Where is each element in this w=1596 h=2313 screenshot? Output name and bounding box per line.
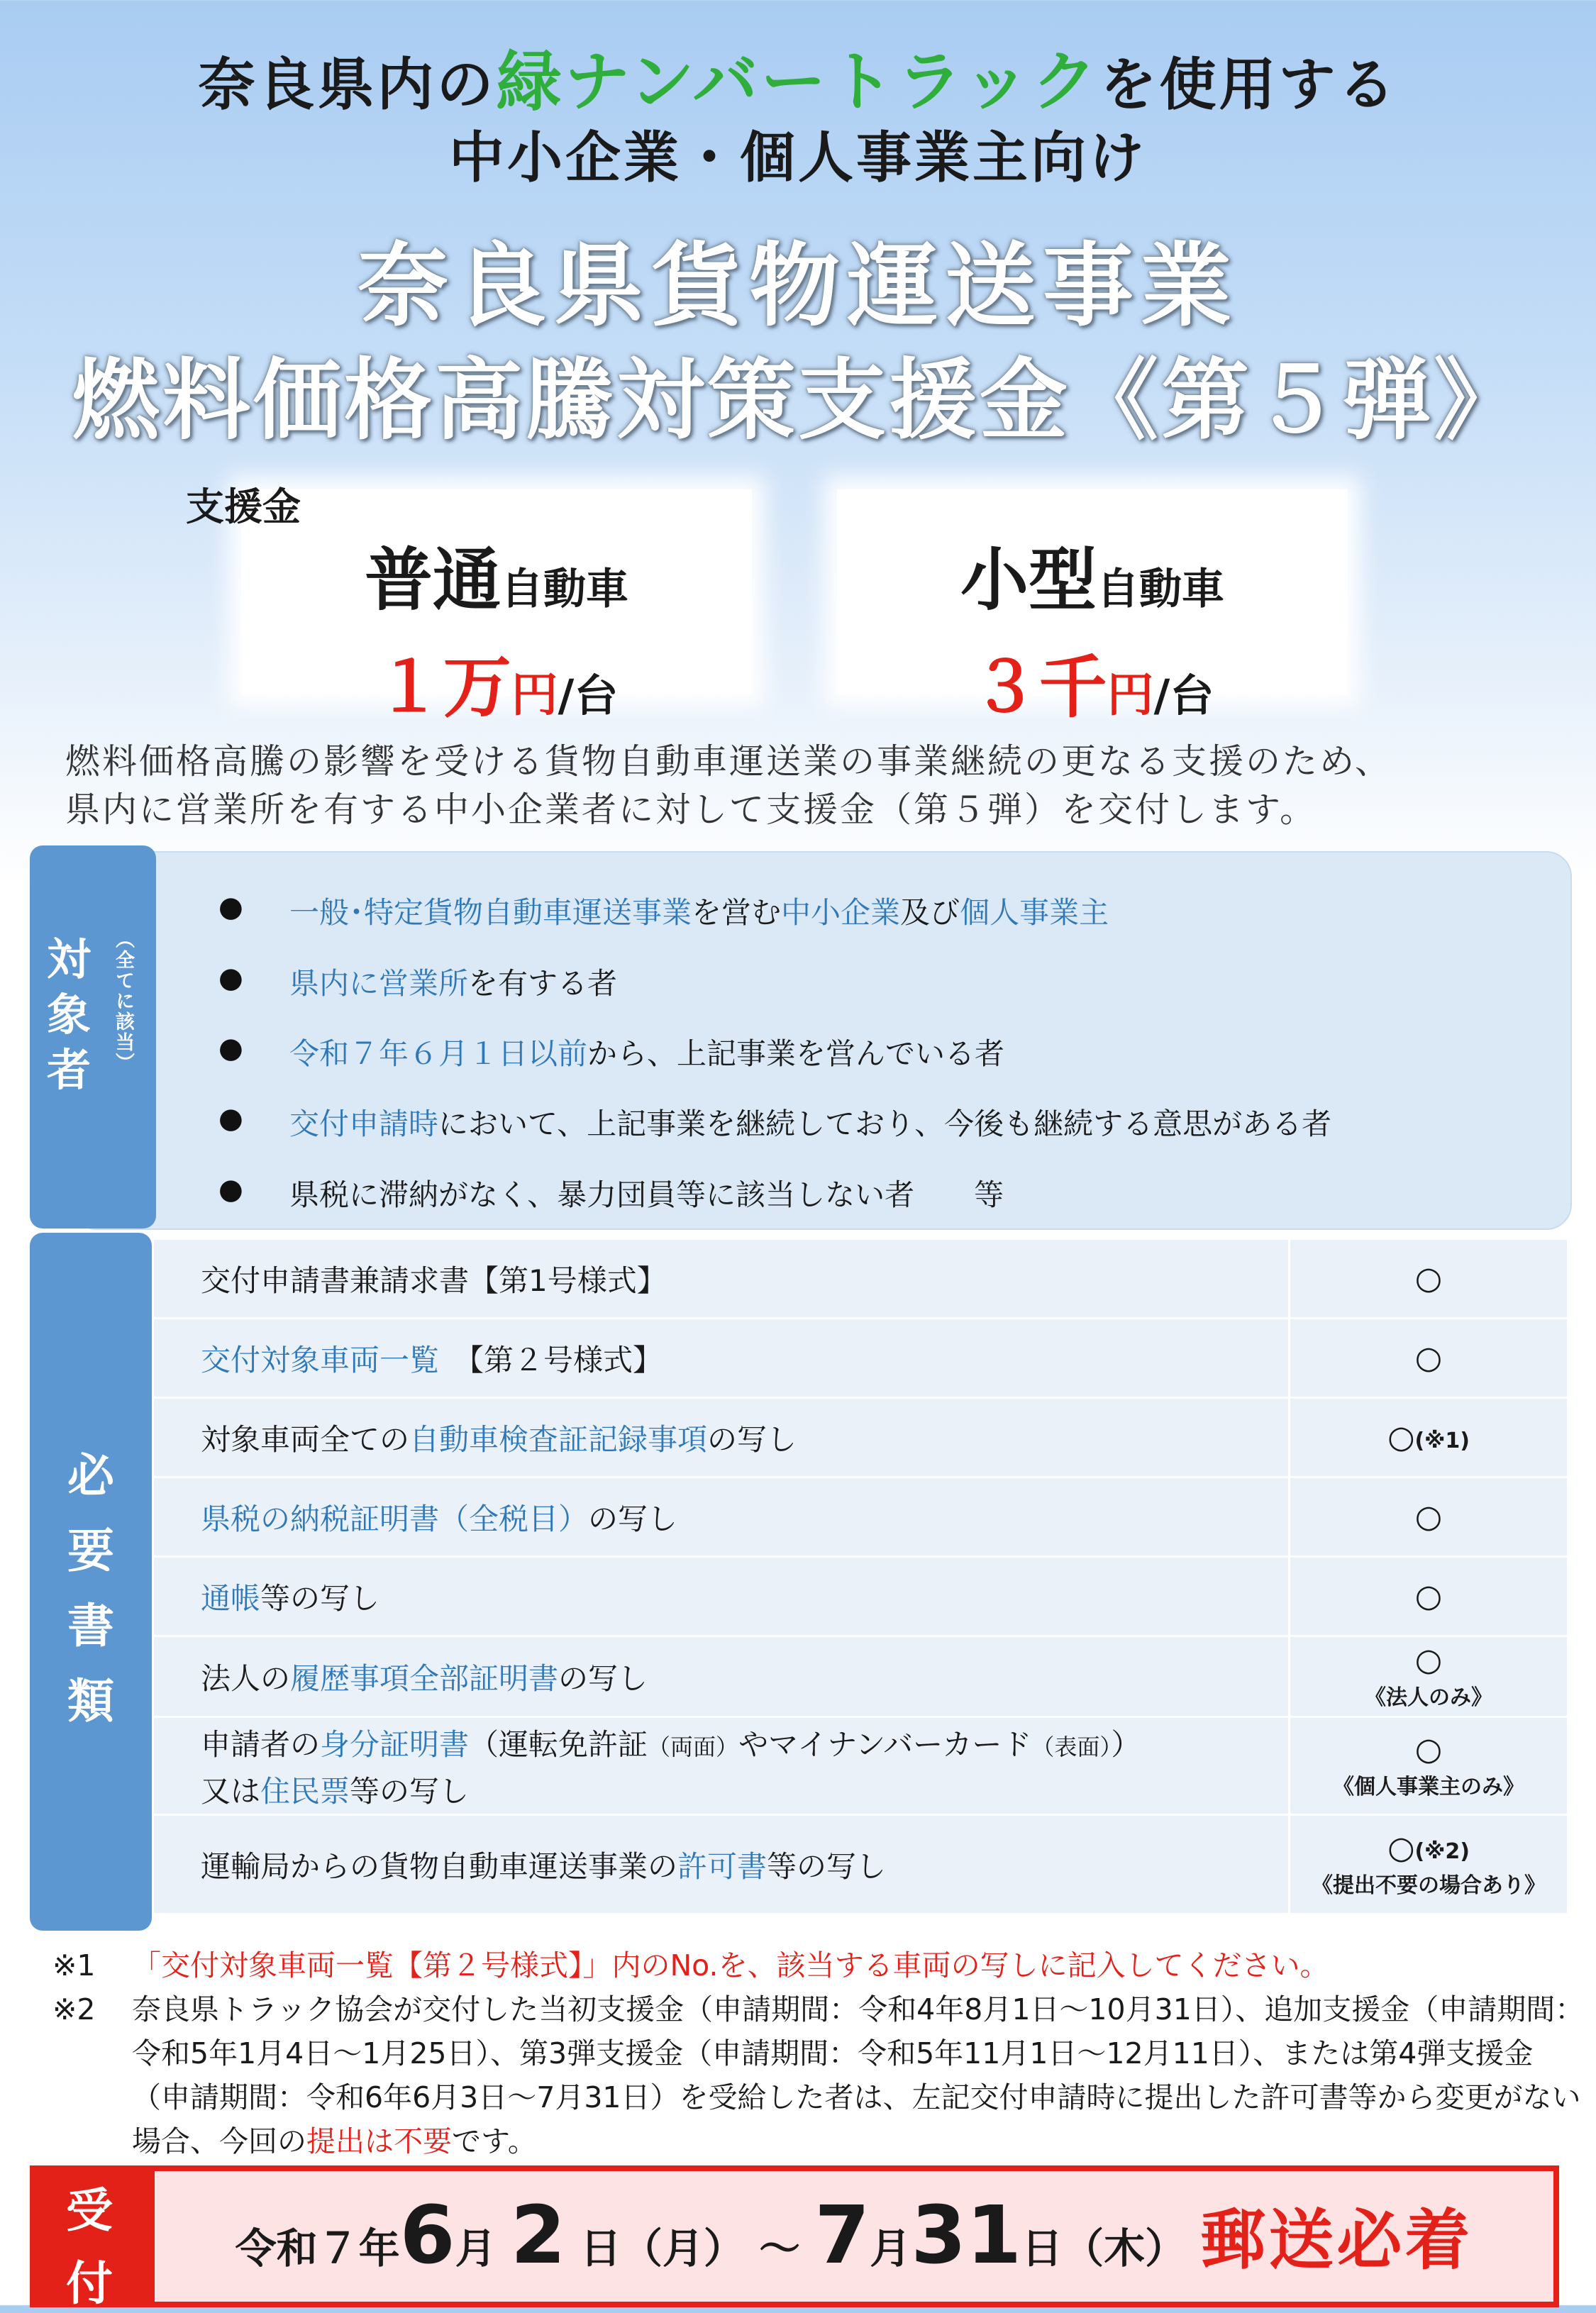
text-segment: ） xyxy=(1111,1726,1141,1762)
required-mark xyxy=(1290,1557,1568,1636)
text-segment: （両面） xyxy=(648,1733,739,1760)
text-segment: 申請者の xyxy=(201,1726,321,1762)
required-mark xyxy=(1290,1239,1568,1319)
subtitle-line1: 奈良県内の緑ナンバートラックを使用する xyxy=(198,44,1398,120)
circle-icon: ○ xyxy=(1414,1642,1443,1678)
note-mark: ※1 xyxy=(52,1948,96,1982)
document-name xyxy=(153,1239,1290,1319)
text-segment: （表面） xyxy=(1031,1733,1112,1760)
page-title-line2: 燃料価格高騰対策支援金《第５弾》 xyxy=(71,349,1524,452)
text-segment: 【第２号様式】 xyxy=(439,1342,663,1377)
text-segment: 令和７年６月１日以前 xyxy=(289,1036,588,1071)
text-segment: （運転免許証 xyxy=(469,1726,648,1762)
document-name xyxy=(153,1636,1290,1717)
text-segment: 又は xyxy=(201,1773,261,1809)
subtitle-line2: 中小企業・個人事業主向け xyxy=(448,126,1147,190)
text-segment: 個人事業主 xyxy=(960,895,1109,930)
circle-icon: ○ xyxy=(1414,1499,1443,1535)
documents-side-label: 必 要 書 類 xyxy=(30,1233,152,1931)
required-mark xyxy=(1290,1717,1568,1815)
text-segment: やマイナンバーカード xyxy=(738,1726,1032,1762)
document-row xyxy=(153,1319,1568,1398)
text-segment: 等の写し xyxy=(350,1773,470,1809)
text-segment: 令和７年 xyxy=(235,2224,400,2273)
text-segment: から、上記事業を営んでいる者 xyxy=(587,1036,1005,1071)
text-segment: 対象車両全ての xyxy=(201,1421,410,1457)
text-segment: 県税に滞納がなく、暴力団員等に該当しない者 等 xyxy=(289,1177,1004,1212)
document-name xyxy=(153,1477,1290,1557)
circle-icon: ○ xyxy=(1414,1578,1443,1614)
text-segment: 31 xyxy=(911,2190,1022,2282)
note-mark: ※2 xyxy=(52,1992,96,2026)
required-mark: ○(※2) 《提出不要の場合あり》 xyxy=(1290,1815,1568,1914)
document-row xyxy=(153,1239,1568,1319)
circle-icon: ○ xyxy=(1387,1419,1415,1455)
documents-table xyxy=(152,1238,1569,1915)
document-name xyxy=(153,1398,1290,1477)
text-segment: を有する者 xyxy=(468,966,618,1001)
note-text xyxy=(132,1987,1586,2163)
text-segment: 通帳 xyxy=(201,1580,261,1616)
text-segment: 法人の xyxy=(201,1660,291,1696)
document-row xyxy=(153,1557,1568,1636)
text-segment: 月 xyxy=(870,2224,911,2273)
text-segment: 自動車検査証記録事項 xyxy=(409,1421,708,1457)
amount-box-regular: 普通自動車 １万円/台 xyxy=(241,489,752,695)
document-row xyxy=(153,1815,1568,1914)
text-segment: 交付申請書兼請求書【第1号様式】 xyxy=(201,1263,667,1298)
text-segment: 運輸局からの貨物自動車運送事業の xyxy=(201,1848,678,1884)
text-segment: 日（月） ～ xyxy=(565,2224,815,2273)
required-mark: ○(※1) xyxy=(1290,1398,1568,1477)
mark-condition: 《法人のみ》 xyxy=(1365,1685,1492,1710)
text-segment: 中小企業 xyxy=(781,895,901,930)
text-segment: 及び xyxy=(900,895,960,930)
text-segment: の写し xyxy=(558,1660,648,1696)
mark-condition: 《提出不要の場合あり》 xyxy=(1312,1873,1546,1898)
text-segment: 奈良県トラック協会が交付した当初支援金（申請期間：令和4年8月1日～10月31日）、追加支援金（申請期間：令和5年1月4日～1月25日）、第3弾支援金（申請期間：令和5年11月1日～12月11日）、または第4弾支援金（申請期間：令和6年6月3日～7月31日）を受給した者は、左記交付申請時に提出した許可書等から変更がない場合、今回の xyxy=(132,1992,1585,2158)
text-segment: を営む xyxy=(692,895,782,930)
amount-label: 支援金 xyxy=(186,484,301,529)
text-segment: 日（木） xyxy=(1021,2224,1201,2273)
text-segment: 等の写し xyxy=(767,1848,887,1884)
target-side-label: 対 象 者 （全てに該当） xyxy=(30,845,156,1228)
text-segment: の写し xyxy=(707,1421,797,1457)
document-name xyxy=(153,1717,1290,1815)
text-segment: において、上記事業を継続しており、今後も継続する意思がある者 xyxy=(438,1106,1332,1141)
text-segment: です。 xyxy=(452,2124,537,2158)
circle-icon: ○ xyxy=(1414,1340,1443,1376)
text-segment: 一般･特定貨物自動車運送事業 xyxy=(289,895,692,930)
document-name xyxy=(153,1319,1290,1398)
text-segment: 交付申請時 xyxy=(289,1106,439,1141)
text-segment: 郵送必着 xyxy=(1200,2202,1473,2278)
document-name xyxy=(153,1557,1290,1636)
text-segment: 履歴事項全部証明書 xyxy=(290,1660,559,1696)
bullet-icon: ● xyxy=(218,1173,243,1206)
page-title: 奈良県貨物運送事業 xyxy=(357,233,1238,339)
required-mark xyxy=(1290,1477,1568,1557)
bullet-icon: ● xyxy=(218,1102,243,1135)
text-segment: 住民票 xyxy=(260,1773,350,1809)
document-name xyxy=(153,1815,1290,1914)
amount-box-small: 小型自動車 ３千円/台 xyxy=(837,489,1348,695)
text-segment: 7 xyxy=(814,2190,870,2282)
document-row xyxy=(153,1477,1568,1557)
text-segment: 「交付対象車両一覧【第２号様式】」内のNo.を、該当する車両の写しに記入してください。 xyxy=(132,1948,1329,1982)
text-segment: 身分証明書 xyxy=(320,1726,470,1762)
bullet-icon: ● xyxy=(218,891,243,923)
note-text xyxy=(132,1943,1586,1987)
text-segment: 6 xyxy=(399,2190,455,2282)
text-segment: 県内に営業所 xyxy=(289,966,469,1001)
circle-icon: ○ xyxy=(1414,1731,1443,1768)
mark-condition: 《個人事業主のみ》 xyxy=(1333,1775,1524,1799)
text-segment: 2 xyxy=(510,2190,566,2282)
document-row xyxy=(153,1717,1568,1815)
text-segment: 県税の納税証明書（全税目） xyxy=(201,1501,589,1536)
document-row xyxy=(153,1398,1568,1477)
bullet-icon: ● xyxy=(218,1032,243,1065)
text-segment: 提出は不要 xyxy=(306,2124,452,2158)
circle-icon: ○ xyxy=(1387,1830,1415,1866)
bullet-icon: ● xyxy=(218,962,243,994)
reception-label: 受 付 xyxy=(30,2165,149,2307)
document-row xyxy=(153,1636,1568,1717)
text-segment: 等の写し xyxy=(260,1580,380,1616)
intro-text: 燃料価格高騰の影響を受ける貨物自動車運送業の事業継続の更なる支援のため、 県内に営業所を有する中小企業者に対して支援金（第５弾）を交付します。 xyxy=(65,741,1392,830)
target-side-sublabel: （全てに該当） xyxy=(112,929,134,1073)
text-segment: 交付対象車両一覧 xyxy=(201,1342,440,1377)
text-segment: 許可書 xyxy=(677,1848,767,1884)
text-segment: 月 xyxy=(455,2224,511,2273)
required-mark xyxy=(1290,1319,1568,1398)
required-mark xyxy=(1290,1636,1568,1717)
text-segment: の写し xyxy=(588,1501,678,1536)
circle-icon: ○ xyxy=(1414,1260,1443,1297)
reception-period xyxy=(149,2188,1559,2282)
